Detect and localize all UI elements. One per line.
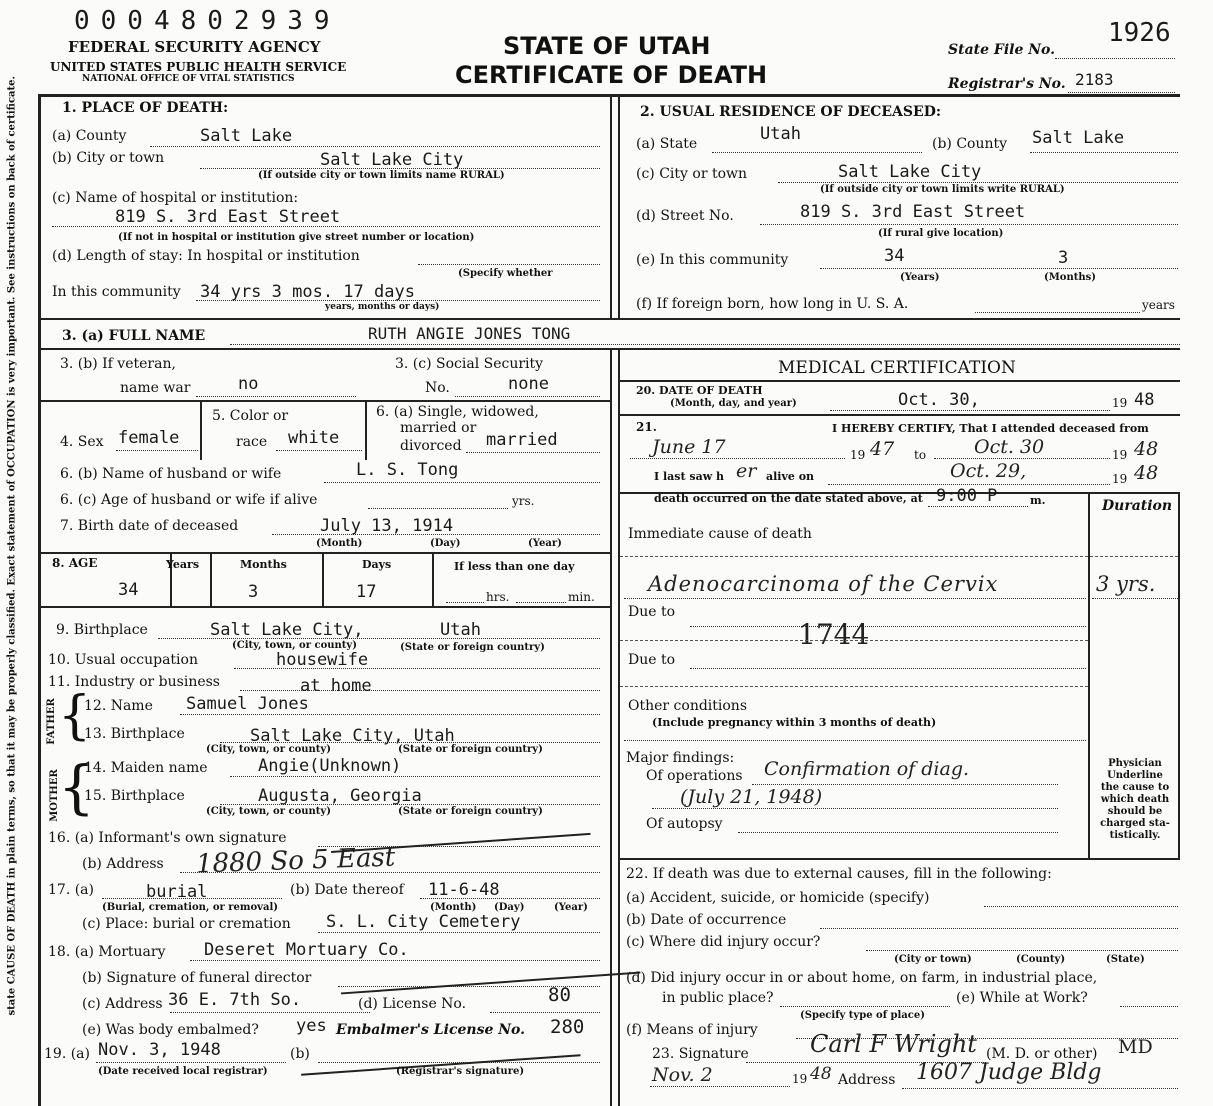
age-days-label: Days: [362, 558, 392, 571]
war-label: name war: [120, 380, 191, 396]
father-birthplace-label: 13. Birthplace: [84, 726, 185, 742]
mother-bp-hint-city: (City, town, or county): [206, 806, 331, 817]
burial-place-value: S. L. City Cemetery: [326, 912, 521, 932]
sex-label: 4. Sex: [60, 434, 104, 450]
mortuary-address-label: (c) Address: [82, 996, 163, 1012]
due-to-1-mark: 1744: [798, 618, 870, 651]
res-months-label: (Months): [1044, 272, 1096, 283]
foreign-born-unit: years: [1142, 298, 1175, 312]
external-heading: 22. If death was due to external causes, fill in the following:: [626, 866, 1052, 882]
external-c-hint-state: (State): [1106, 954, 1145, 965]
age-days-value: 17: [356, 582, 377, 602]
physician-sign-year: 48: [810, 1064, 832, 1084]
mortuary-address-value: 36 E. 7th So.: [168, 990, 302, 1010]
birth-day-hint: (Day): [430, 538, 461, 549]
birth-month-hint: (Month): [316, 538, 363, 549]
res-city-hint: (If outside city or town limits write RURAL): [820, 184, 1065, 195]
ssn-label: 3. (c) Social Security: [395, 356, 544, 372]
physician-note-line: tistically.: [1109, 830, 1161, 841]
last-saw-date: Oct. 29,: [950, 460, 1027, 482]
alive-on-label: alive on: [766, 470, 815, 483]
registrar-signature-hint: (Registrar's signature): [396, 1066, 525, 1077]
death-occurred-label: death occurred on the date stated above, at: [654, 492, 923, 505]
disposal-hint: (Burial, cremation, or removal): [102, 902, 278, 913]
race-label: race: [236, 434, 268, 450]
residence-heading: 2. USUAL RESIDENCE OF DECEASED:: [640, 104, 942, 120]
marital-label-2: married or: [400, 420, 477, 436]
disposal-year-hint: (Year): [554, 902, 588, 913]
physician-sign-prefix: 19: [792, 1072, 808, 1086]
res-street-label: (d) Street No.: [636, 208, 734, 224]
marital-label: 6. (a) Single, widowed,: [376, 404, 539, 420]
birth-year-hint: (Year): [528, 538, 562, 549]
external-c-hint-county: (County): [1016, 954, 1066, 965]
certificate-title: CERTIFICATE OF DEATH: [455, 61, 768, 89]
state-file-number: 1926: [1108, 18, 1171, 48]
res-county-label: (b) County: [932, 136, 1008, 152]
md-label: (M. D. or other): [986, 1046, 1098, 1062]
external-e: (e) While at Work?: [956, 990, 1088, 1006]
res-community-months: 3: [1058, 248, 1069, 268]
mother-brace: {: [58, 753, 95, 821]
autopsy-label: Of autopsy: [646, 816, 723, 832]
disposal-month-hint: (Month): [430, 902, 477, 913]
received-hint: (Date received local registrar): [98, 1066, 268, 1077]
duration-label: Duration: [1102, 498, 1173, 514]
community-stay-label: In this community: [52, 284, 181, 300]
mother-bp-hint-state: (State or foreign country): [398, 806, 543, 817]
operations-label: Of operations: [646, 768, 743, 784]
disposal-date-label: (b) Date thereof: [290, 882, 404, 898]
father-bp-hint-city: (City, town, or county): [206, 744, 331, 755]
res-street-value: 819 S. 3rd East Street: [800, 202, 1026, 222]
physician-note: [1092, 758, 1178, 842]
attended-to-label: to: [914, 448, 927, 462]
medical-heading: MEDICAL CERTIFICATION: [778, 358, 1016, 378]
mortuary-value: Deseret Mortuary Co.: [204, 940, 409, 960]
operations-value: Confirmation of diag.: [764, 758, 970, 780]
license-label: (d) License No.: [358, 996, 467, 1012]
attended-from-prefix: 19: [850, 448, 866, 462]
min-unit: min.: [568, 590, 595, 604]
operations-value-2: (July 21, 1948): [680, 786, 823, 808]
embalmer-license-label: Embalmer's License No.: [336, 1022, 525, 1038]
industry-value: at home: [300, 676, 372, 696]
external-c: (c) Where did injury occur?: [626, 934, 821, 950]
disposal-day-hint: (Day): [494, 902, 525, 913]
res-county-value: Salt Lake: [1032, 128, 1125, 148]
embalmed-value: yes: [296, 1016, 327, 1036]
hospital-value: 819 S. 3rd East Street: [115, 207, 341, 227]
community-stay-value: 34 yrs 3 mos. 17 days: [200, 282, 415, 302]
certify-number: 21.: [636, 420, 657, 434]
father-tag: FATHER: [45, 698, 57, 745]
license-value: 80: [548, 984, 571, 1006]
informant-label: 16. (a) Informant's own signature: [48, 830, 287, 846]
last-saw-year: 48: [1134, 462, 1159, 484]
marital-label-3: divorced: [400, 438, 462, 454]
physician-sign-date: Nov. 2: [652, 1064, 713, 1086]
embalmer-license-value: 280: [550, 1016, 585, 1038]
father-birthplace-value: Salt Lake City, Utah: [250, 726, 455, 746]
birthplace-state: Utah: [440, 620, 481, 640]
res-community-years: 34: [884, 246, 905, 266]
mortuary-label: 18. (a) Mortuary: [48, 944, 166, 960]
informant-address-label: (b) Address: [82, 856, 164, 872]
immediate-cause-value: Adenocarcinoma of the Cervix: [648, 572, 999, 596]
birthplace-hint-state: (State or foreign country): [400, 642, 545, 653]
father-name-label: 12. Name: [84, 698, 153, 714]
birth-date-value: July 13, 1914: [320, 516, 454, 536]
attended-from-year: 47: [870, 438, 895, 460]
physician-note-line: charged sta-: [1100, 818, 1170, 829]
death-city-label: (b) City or town: [52, 150, 165, 166]
res-city-value: Salt Lake City: [838, 162, 982, 182]
other-conditions-hint: (Include pregnancy within 3 months of death): [652, 716, 937, 729]
occupation-value: housewife: [276, 650, 369, 670]
due-to-2-label: Due to: [628, 652, 676, 668]
place-of-death-heading: 1. PLACE OF DEATH:: [62, 100, 229, 116]
last-saw-suffix: er: [736, 460, 757, 482]
death-city-hint: (If outside city or town limits name RURAL): [258, 170, 505, 181]
marital-value: married: [486, 430, 558, 450]
age-label: 8. AGE: [52, 556, 98, 570]
mother-maiden-value: Angie(Unknown): [258, 756, 402, 776]
immediate-cause-label: Immediate cause of death: [628, 526, 812, 542]
foreign-born-label: (f) If foreign born, how long in U. S. A.: [636, 296, 909, 312]
disposal-date-value: 11-6-48: [428, 880, 500, 900]
res-state-label: (a) State: [636, 136, 698, 152]
ssn-value: none: [508, 374, 549, 394]
war-value: no: [238, 374, 259, 394]
funeral-director-label: (b) Signature of funeral director: [82, 970, 312, 986]
external-d2: in public place?: [662, 990, 774, 1006]
industry-label: 11. Industry or business: [48, 674, 220, 690]
father-brace: {: [58, 686, 92, 746]
death-city-value: Salt Lake City: [320, 150, 464, 170]
res-years-label: (Years): [900, 272, 940, 283]
death-date-label: 20. DATE OF DEATH: [636, 384, 763, 397]
agency-name: FEDERAL SECURITY AGENCY: [68, 38, 321, 56]
mother-maiden-label: 14. Maiden name: [84, 760, 208, 776]
res-city-label: (c) City or town: [636, 166, 748, 182]
under-day-label: If less than one day: [454, 560, 575, 573]
attended-to-date: Oct. 30: [974, 436, 1045, 458]
father-name-value: Samuel Jones: [186, 694, 309, 714]
age-months-value: 3: [248, 582, 259, 602]
father-bp-hint-state: (State or foreign country): [398, 744, 543, 755]
external-a: (a) Accident, suicide, or homicide (specify): [626, 890, 930, 906]
attended-to-prefix: 19: [1112, 448, 1128, 462]
physician-note-line: the cause to: [1100, 782, 1170, 793]
last-saw-prefix: 19: [1112, 472, 1128, 486]
spouse-age-unit: yrs.: [512, 494, 535, 508]
full-name-label: 3. (a) FULL NAME: [62, 328, 206, 344]
state-file-label: State File No.: [948, 42, 1056, 58]
received-label: 19. (a): [44, 1046, 90, 1062]
physician-signature-label: 23. Signature: [652, 1046, 749, 1062]
death-time-suffix: m.: [1030, 494, 1046, 507]
margin-instruction: state CAUSE OF DEATH in plain terms, so that it may be properly classified. Exact statement of OCCUPATION is very important. See instructions on back of certificate.: [6, 76, 18, 1016]
external-d: (d) Did injury occur in or about home, on farm, in industrial place,: [626, 970, 1098, 986]
external-b: (b) Date of occurrence: [626, 912, 787, 928]
spouse-label: 6. (b) Name of husband or wife: [60, 466, 282, 482]
stay-label: (d) Length of stay: In hospital or institution: [52, 248, 360, 264]
occupation-label: 10. Usual occupation: [48, 652, 198, 668]
received-date-value: Nov. 3, 1948: [98, 1040, 221, 1060]
death-county-label: (a) County: [52, 128, 127, 144]
color-label: 5. Color or: [212, 408, 289, 424]
last-saw-label: I last saw h: [654, 470, 725, 483]
external-c-hint-city: (City or town): [894, 954, 972, 965]
birth-date-label: 7. Birth date of deceased: [60, 518, 239, 534]
hrs-unit: hrs.: [486, 590, 510, 604]
mother-tag: MOTHER: [48, 769, 60, 822]
state-title: STATE OF UTAH: [503, 32, 711, 60]
external-d-hint: (Specify type of place): [800, 1010, 925, 1021]
death-year-value: 48: [1134, 390, 1155, 410]
death-county-value: Salt Lake: [200, 126, 293, 146]
res-street-hint: (If rural give location): [878, 228, 1004, 239]
death-date-hint: (Month, day, and year): [670, 398, 797, 409]
death-year-prefix: 19: [1112, 396, 1128, 410]
birthplace-label: 9. Birthplace: [56, 622, 148, 638]
other-conditions-label: Other conditions: [628, 698, 748, 714]
spouse-age-label: 6. (c) Age of husband or wife if alive: [60, 492, 318, 508]
external-f: (f) Means of injury: [626, 1022, 758, 1038]
ssn-no-label: No.: [425, 380, 450, 396]
attended-from-date: June 17: [652, 436, 726, 458]
office-name: NATIONAL OFFICE OF VITAL STATISTICS: [82, 74, 295, 84]
race-value: white: [288, 428, 340, 448]
physician-address-label: Address: [838, 1072, 896, 1088]
birthplace-hint-city: (City, town, or county): [232, 640, 357, 651]
registrar-label: Registrar's No.: [948, 76, 1066, 92]
immediate-cause-duration: 3 yrs.: [1096, 572, 1156, 596]
stay-hint: (Specify whether: [458, 268, 553, 279]
sex-value: female: [118, 428, 180, 448]
physician-signature-value: Carl F Wright: [810, 1030, 977, 1058]
age-months-label: Months: [240, 558, 287, 571]
physician-note-line: should be: [1107, 806, 1163, 817]
physician-address-value: 1607 Judge Bldg: [916, 1060, 1102, 1085]
hospital-hint: (If not in hospital or institution give street number or location): [118, 232, 475, 243]
md-value: MD: [1118, 1036, 1153, 1058]
mother-birthplace-label: 15. Birthplace: [84, 788, 185, 804]
physician-note-line: Underline: [1107, 770, 1163, 781]
physician-note-line: which death: [1100, 794, 1170, 805]
burial-place-label: (c) Place: burial or cremation: [82, 916, 291, 932]
informant-address-value: 1880 So 5 East: [195, 842, 396, 880]
birthplace-city: Salt Lake City,: [210, 620, 364, 640]
embalmed-label: (e) Was body embalmed?: [82, 1022, 259, 1038]
community-stay-hint: years, months or days): [325, 302, 440, 312]
service-name: UNITED STATES PUBLIC HEALTH SERVICE: [50, 60, 347, 74]
hospital-label: (c) Name of hospital or institution:: [52, 190, 299, 206]
mother-birthplace-value: Augusta, Georgia: [258, 786, 422, 806]
certify-text: I HEREBY CERTIFY, That I attended deceased from: [832, 422, 1149, 435]
attended-to-year: 48: [1134, 438, 1159, 460]
res-community-label: (e) In this community: [636, 252, 789, 268]
death-date-value: Oct. 30,: [898, 390, 980, 410]
age-years-value: 34: [118, 580, 139, 600]
res-state-value: Utah: [760, 124, 801, 144]
veteran-label: 3. (b) If veteran,: [60, 356, 176, 372]
registrar-number: 2183: [1075, 70, 1114, 89]
physician-note-line: Physician: [1108, 758, 1162, 769]
full-name-value: RUTH ANGIE JONES TONG: [368, 324, 571, 343]
registrar-signature-label: (b): [290, 1046, 310, 1062]
certificate-serial: 0004802939: [74, 6, 341, 36]
major-findings-label: Major findings:: [626, 750, 735, 766]
age-years-label: Years: [166, 558, 200, 571]
disposal-label: 17. (a): [48, 882, 94, 898]
disposal-value: burial: [146, 882, 208, 902]
due-to-1-label: Due to: [628, 604, 676, 620]
death-time-value: 9:00 P: [936, 486, 998, 506]
spouse-value: L. S. Tong: [356, 460, 459, 480]
